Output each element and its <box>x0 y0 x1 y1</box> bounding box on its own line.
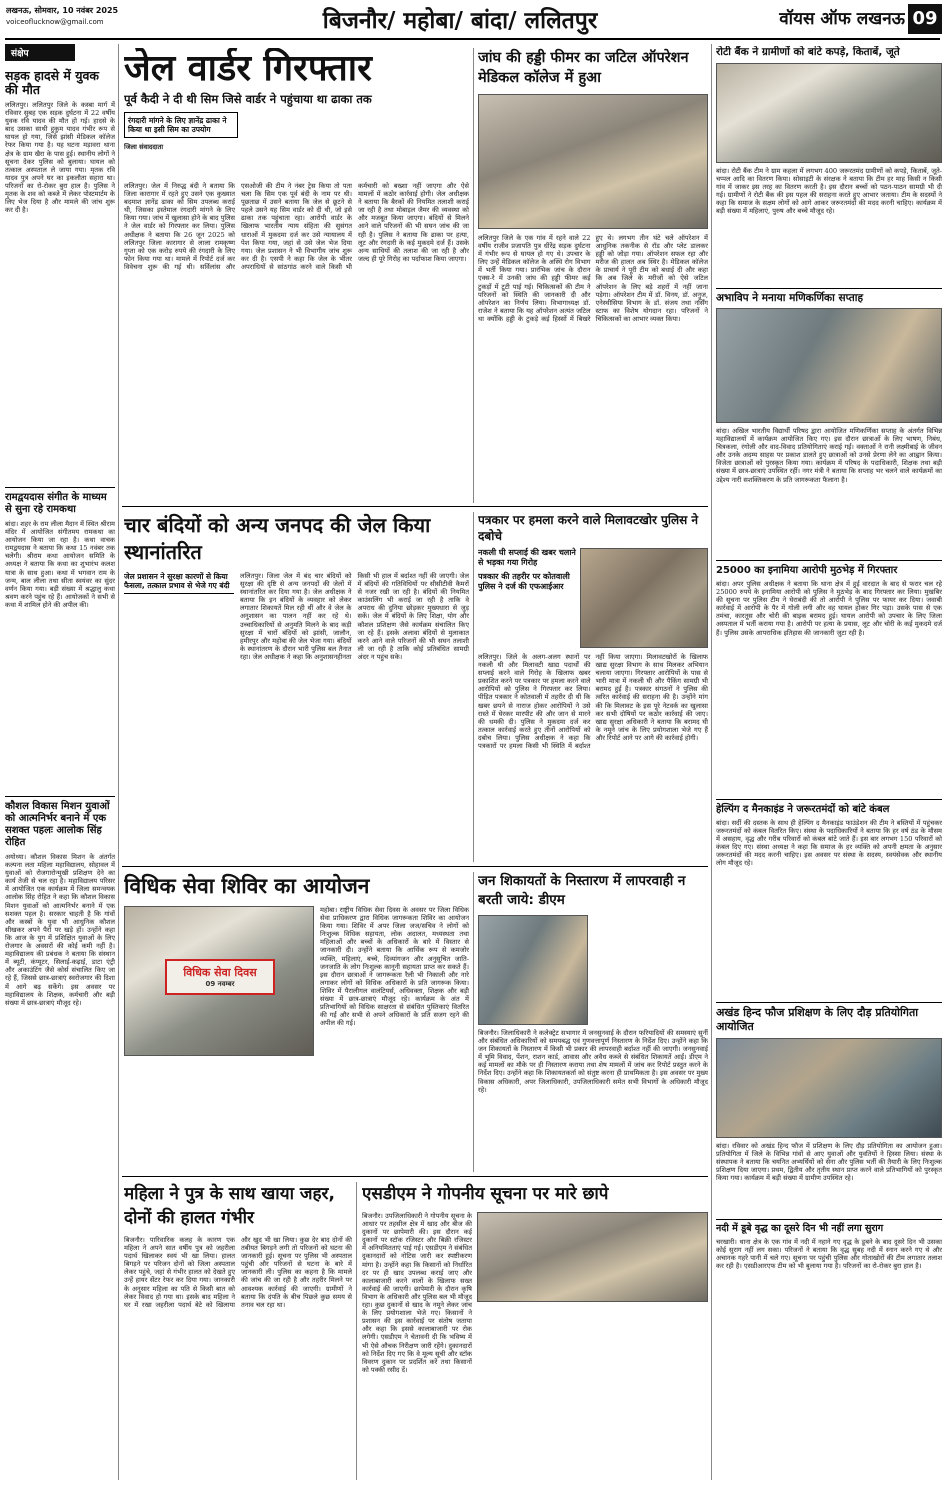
dm-headline: जन शिकायतों के निस्तारण में लापरवाही न बरती जाये: डीएम <box>478 873 686 908</box>
journalist-story <box>478 512 708 862</box>
sdm-headline: एसडीएम ने गोपनीय सूचना पर मारे छापे <box>362 1184 609 1204</box>
journalist-bullet-1: नकली घी सप्लाई की खबर चलाने से भड़का गया गिरोह <box>478 548 576 567</box>
dm-body: बिजनौर। जिलाधिकारी ने कलेक्ट्रेट सभागार में जनसुनवाई के दौरान फरियादियों की समस्याएं सुनीं और संबंधित अधिकारियों को समयबद्ध एवं गुणवत्तापूर्ण निस्तारण के निर्देश दिए। उन्होंने कहा कि जन शिकायतों के निस्तारण में किसी भी प्रकार की लापरवाही बर्दाश्त नहीं की जाएगी। जनसुनवाई में भूमि विवाद, पेंशन, राशन कार्ड, आवास और अवैध कब्जे से संबंधित शिकायतें आईं। डीएम ने कई मामलों का मौके पर ही निस्तारण कराया तथा शेष मामलों में जांच कर रिपोर्ट प्रस्तुत करने के निर्देश दिए। उन्होंने कहा कि शिकायतकर्ता को संतुष्ट करना ही प्राथमिकता है। इस अवसर पर मुख्य विकास अधिकारी, अपर जिलाधिकारी, उपजिलाधिकारी समेत सभी विभागों के अधिकारी मौजूद रहे। <box>478 1029 708 1094</box>
camp-photo <box>124 906 314 1056</box>
email: voiceoflucknow@gmail.com <box>6 18 104 26</box>
brief-body-1: ललितपुर। ललितपुर जिले के कस्बा मार्ग में रविवार सुबह एक सड़क दुर्घटना में 22 वर्षीय युवक रवि यादव की मौत हो गई। हादसे के बाद उसका साथी हुकुम यादव गंभीर रूप से घायल हो गया, जिसे झांसी मेडिकल कॉलेज रेफर किया गया है। यह घटना मड़ावरा थाना क्षेत्र के ग्राम खैरा के पास हुई। स्थानीय लोगों ने सूचना देकर पुलिस को बुलाया। घायल को तत्काल अस्पताल ले जाया गया। मृतक रवि यादव पुत्र अपने घर का इकलौता सहारा था। परिजनों का रो-रोकर बुरा हाल है। पुलिस ने मृतक के शव को कब्जे में लेकर पोस्टमार्टम के लिए भेज दिया है और मामले की जांच शुरू कर दी है। <box>5 101 115 215</box>
sdm-story <box>362 1182 708 1480</box>
bone-body: ललितपुर जिले के एक गांव में रहने वाले 22 वर्षीय राजीव प्रजापति पुत्र धीरेंद्र सड़क दुर्घटना में गंभीर रूप से घायल हो गए थे। उपचार के लिए उन्हें मेडिकल कॉलेज के अस्थि रोग विभाग में भर्ती किया गया। प्रारंभिक जांच के दौरान एक्स-रे में उनकी जांघ की हड्डी फीमर कई टुकड़ों में टूटी पाई गई। चिकित्सकों की टीम ने परिजनों को स्थिति की जानकारी दी और ऑपरेशन का निर्णय लिया। विभागाध्यक्ष डॉ. राजेश ने बताया कि यह ऑपरेशन अत्यंत जटिल था क्योंकि हड्डी के टुकड़े कई हिस्सों में बिखरे हुए थे। लगभग तीन घंटे चले ऑपरेशन में आधुनिक तकनीक से रॉड और प्लेट डालकर हड्डी को जोड़ा गया। ऑपरेशन सफल रहा और मरीज की हालत अब स्थिर है। मेडिकल कॉलेज के प्राचार्य ने पूरी टीम को बधाई दी और कहा कि अब जिले के मरीजों को ऐसे जटिल ऑपरेशन के लिए बड़े शहरों में नहीं जाना पड़ेगा। ऑपरेशन टीम में डॉ. विनय, डॉ. अनुज, एनेस्थीसिया विभाग के डॉ. संजय तथा नर्सिंग स्टाफ का विशेष योगदान रहा। परिजनों ने चिकित्सकों का आभार व्यक्त किया। <box>478 234 708 323</box>
section-title: बिजनौर/ महोबा/ बांदा/ ललितपुर <box>322 8 598 34</box>
sports-photo <box>716 1038 942 1138</box>
bank-body: बांदा। रोटी बैंक टीम ने ग्राम कहला में लगभग 400 जरूरतमंद ग्रामीणों को कपड़े, किताबें, जूते-चप्पल आदि का वितरण किया। सोसाइटी के संरक्षक ने बताया कि टीम हर माह किसी न किसी गांव में जाकर इस तरह का वितरण करती है। इस दौरान बच्चों को पठन-पाठन सामग्री भी दी गई। ग्रामीणों ने रोटी बैंक की इस पहल की सराहना करते हुए आभार जताया। टीम के सदस्यों ने कहा कि समाज के सक्षम लोगों को आगे आकर जरूरतमंदों की मदद करनी चाहिए। कार्यक्रम में बड़ी संख्या में महिलाएं, पुरुष और बच्चे मौजूद रहे। <box>716 167 942 216</box>
jail-byline: जिला संवाददाता <box>124 143 164 151</box>
abvp-headline: अभाविप ने मनाया मणिकर्णिका सप्ताह <box>716 292 864 304</box>
abvp-photo <box>716 308 942 423</box>
journalist-bullet-2: पत्रकार की तहरीर पर कोतवाली पुलिस ने दर्ज की एफआईआर <box>478 572 570 591</box>
col-divider-1 <box>473 48 474 503</box>
journalist-headline: पत्रकार पर हमला करने वाले मिलावटखोर पुलिस ने दबोचे <box>478 513 699 543</box>
date-line: लखनऊ, सोमवार, 10 नवंबर 2025 <box>6 6 119 15</box>
col-divider-2 <box>473 512 474 862</box>
camp-banner-title: विधिक सेवा दिवस <box>183 966 257 979</box>
jail-highlight: रंगदारी मांगने के लिए ज्ञानेंद्र ढाका ने किया था इसी सिम का उपयोग <box>124 112 238 138</box>
col-divider-4 <box>356 1182 357 1480</box>
jail-subheadline: पूर्व कैदी ने दी थी सिम जिसे वार्डर ने पहुंचाया था ढाका तक <box>124 92 372 106</box>
page-number: 09 <box>908 4 942 34</box>
dm-body-lead <box>593 915 708 1025</box>
mother-story <box>124 1182 352 1480</box>
sidebar-label: संक्षेप <box>5 44 75 61</box>
journalist-photo <box>580 548 708 648</box>
brief-title-2: रामद्वयदास संगीत के माध्यम से सुना रहे रामकथा <box>5 492 107 515</box>
brief-title-3: कौशल विकास मिशन युवाओं को आत्मनिर्भर बनाने में एक सशक्त पहलः आलोक सिंह रोहित <box>5 801 110 848</box>
camp-body: महोबा। राष्ट्रीय विधिक सेवा दिवस के अवसर पर जिला विधिक सेवा प्राधिकरण द्वारा विधिक जागरूकता शिविर का आयोजन किया गया। शिविर में अपर जिला जज/सचिव ने लोगों को निःशुल्क विधिक सहायता, लोक अदालत, मध्यस्थता तथा महिलाओं और बच्चों के अधिकारों के बारे में विस्तार से जानकारी दी। उन्होंने बताया कि आर्थिक रूप से कमजोर व्यक्ति, महिलाएं, बच्चे, दिव्यांगजन और अनुसूचित जाति-जनजाति के लोग निःशुल्क कानूनी सहायता प्राप्त कर सकते हैं। इस दौरान छात्राओं ने जागरूकता रैली भी निकाली और नारे लगाकर लोगों को विधिक अधिकारों के प्रति जागरूक किया। शिविर में पैरालीगल वालंटियर्स, अधिवक्ता, शिक्षक और बड़ी संख्या में छात्र-छात्राएं मौजूद रहे। कार्यक्रम के अंत में प्रतिभागियों को विधिक साक्षरता से संबंधित पुस्तिकाएं वितरित की गईं और सभी से अपने अधिकारों के प्रति सजग रहने की अपील की गई। <box>320 906 469 1028</box>
helping-headline: हेल्पिंग द मैनकाइंड ने जरूरतमंदों को बांटे कंबल <box>716 804 890 815</box>
journalist-body: ललितपुर। जिले के अलग-अलग स्थानों पर नकली घी और मिलावटी खाद्य पदार्थों की सप्लाई करने वाले गिरोह के खिलाफ खबर प्रकाशित करने पर पत्रकार पर हमला करने वाले आरोपियों को पुलिस ने गिरफ्तार कर लिया। पीड़ित पत्रकार ने कोतवाली में तहरीर दी थी कि खबर छपने से नाराज होकर आरोपियों ने उसे रास्ते में घेरकर मारपीट की और जान से मारने की धमकी दी। पुलिस ने मुकदमा दर्ज कर तत्काल कार्रवाई करते हुए तीनों आरोपियों को दबोच लिया। पुलिस अधीक्षक ने कहा कि पत्रकारों पर हमला किसी भी स्थिति में बर्दाश्त नहीं किया जाएगा। मिलावटखोरों के खिलाफ खाद्य सुरक्षा विभाग के साथ मिलकर अभियान चलाया जाएगा। गिरफ्तार आरोपियों के पास से भारी मात्रा में नकली घी और पैकिंग सामग्री भी बरामद हुई है। पत्रकार संगठनों ने पुलिस की त्वरित कार्रवाई की सराहना की है। उन्होंने मांग की कि मिलावट के इस पूरे नेटवर्क का खुलासा कर सभी दोषियों पर कठोर कार्रवाई की जाए। खाद्य सुरक्षा अधिकारी ने बताया कि बरामद घी के नमूने जांच के लिए प्रयोगशाला भेजे गए हैं और रिपोर्ट आने पर आगे की कार्रवाई होगी। <box>478 653 708 751</box>
abvp-body: बांदा। अखिल भारतीय विद्यार्थी परिषद द्वारा आयोजित मणिकर्णिका सप्ताह के अंतर्गत विभिन्न महाविद्यालयों में कार्यक्रम आयोजित किए गए। इस दौरान छात्राओं के लिए भाषण, निबंध, चित्रकला, रंगोली और वाद-विवाद प्रतियोगिताएं कराई गईं। वक्ताओं ने रानी लक्ष्मीबाई के जीवन और उनके अदम्य साहस पर प्रकाश डालते हुए छात्राओं को उनसे प्रेरणा लेने का आह्वान किया। विजेता छात्राओं को पुरस्कृत किया गया। कार्यक्रम में परिषद के पदाधिकारी, शिक्षक तथा बड़ी संख्या में छात्र-छात्राएं उपस्थित रहीं। नगर मंत्री ने बताया कि सप्ताह भर चलने वाले कार्यक्रमों का उद्देश्य नारी सशक्तिकरण के प्रति जागरूकता फैलाना है। <box>716 427 942 484</box>
sdm-body: बिजनौर। उपजिलाधिकारी ने गोपनीय सूचना के आधार पर तहसील क्षेत्र में खाद और बीज की दुकानों पर छापेमारी की। इस दौरान कई दुकानों पर स्टॉक रजिस्टर और बिक्री रजिस्टर में अनियमितताएं पाई गईं। एसडीएम ने संबंधित दुकानदारों को नोटिस जारी कर स्पष्टीकरण मांगा है। उन्होंने कहा कि किसानों को निर्धारित दर पर ही खाद उपलब्ध कराई जाए और कालाबाजारी करने वालों के खिलाफ सख्त कार्रवाई की जाएगी। छापेमारी के दौरान कृषि विभाग के अधिकारी और पुलिस बल भी मौजूद रहा। कुछ दुकानों से खाद के नमूने लेकर जांच के लिए प्रयोगशाला भेजे गए। किसानों ने प्रशासन की इस कार्रवाई पर संतोष जताया और कहा कि इससे कालाबाजारी पर रोक लगेगी। एसडीएम ने चेतावनी दी कि भविष्य में भी ऐसे औचक निरीक्षण जारी रहेंगे। दुकानदारों को निर्देश दिए गए कि वे मूल्य सूची और स्टॉक विवरण दुकान पर प्रदर्शित करें तथा किसानों को पक्की रसीद दें। <box>362 1212 472 1374</box>
camp-headline: विधिक सेवा शिविर का आयोजन <box>124 874 370 898</box>
mother-body: बिजनौर। पारिवारिक कलह के कारण एक महिला ने अपने सात वर्षीय पुत्र को जहरीला पदार्थ खिलाकर स्वयं भी खा लिया। हालत बिगड़ने पर परिजन दोनों को जिला अस्पताल लेकर पहुंचे, जहां से गंभीर हालत को देखते हुए उन्हें हायर सेंटर रेफर कर दिया गया। जानकारी के अनुसार महिला का पति से किसी बात को लेकर विवाद हो गया था। इसके बाद महिला ने घर में रखा जहरीला पदार्थ बेटे को खिलाया और खुद भी खा लिया। कुछ देर बाद दोनों की तबीयत बिगड़ने लगी तो परिजनों को घटना की जानकारी हुई। सूचना पर पुलिस भी अस्पताल पहुंची और परिजनों से घटना के बारे में जानकारी ली। पुलिस का कहना है कि मामले की जांच की जा रही है और तहरीर मिलने पर आवश्यक कार्रवाई की जाएगी। ग्रामीणों ने बताया कि दंपति के बीच पिछले कुछ समय से तनाव चल रहा था। <box>124 1236 352 1309</box>
brief-body-2: बांदा। शहर के राम लीला मैदान में स्थित श्रीराम मंदिर में आयोजित संगीतमय रामकथा का आयोजन किया जा रहा है। कथा वाचक रामद्वयदास ने बताया कि कथा 15 नवंबर तक चलेगी। श्रीराम कथा आयोजन समिति के अध्यक्ष ने बताया कि कथा का शुभारंभ कलश यात्रा के साथ हुआ। कथा में भगवान राम के जन्म, बाल लीला तथा सीता स्वयंवर का सुंदर वर्णन किया गया। बड़ी संख्या में श्रद्धालु कथा श्रवण करने पहुंच रहे हैं। आयोजकों ने सभी से कथा में शामिल होने की अपील की। <box>5 520 115 609</box>
sidebar-divider <box>118 44 119 1480</box>
bone-headline: जांघ की हड्डी फीमर का जटिल ऑपरेशन मेडिकल कॉलेज में हुआ <box>478 50 689 86</box>
reward-headline: 25000 का इनामिया आरोपी मुठभेड़ में गिरफ्तार <box>716 565 898 576</box>
jail-story <box>124 48 469 503</box>
jail-body: ललितपुर। जेल में निरुद्ध बंदी ने बताया कि जिला कारागार में रहते हुए उसने एक कुख्यात बदमाश ज्ञानेंद्र ढाका को सिम उपलब्ध कराई थी, जिसका इस्तेमाल रंगदारी मांगने के लिए किया गया। जांच में खुलासा होने के बाद पुलिस ने जेल वार्डर को गिरफ्तार कर लिया। पुलिस अधीक्षक ने बताया कि 26 जून 2025 को ललितपुर जिला कारागार से लाला रामकृष्ण गुप्ता को एक करोड़ रुपये की रंगदारी के लिए फोन किया गया था। मामले में रिपोर्ट दर्ज कर विवेचना शुरू की गई थी। सर्विलांस और एसओजी की टीम ने नंबर ट्रेस किया तो पता चला कि सिम एक पूर्व बंदी के नाम पर थी। पूछताछ में उसने बताया कि जेल से छूटने से पहले उसने यह सिम वार्डर को दी थी, जो इसे ढाका तक पहुंचाता रहा। आरोपी वार्डर के खिलाफ भारतीय न्याय संहिता की सुसंगत धाराओं में मुकदमा दर्ज कर उसे न्यायालय में पेश किया गया, जहां से उसे जेल भेज दिया गया। जेल प्रशासन ने भी विभागीय जांच शुरू कर दी है। एसपी ने कहा कि जेल के भीतर अपराधियों से सांठगांठ करने वाले किसी भी कर्मचारी को बख्शा नहीं जाएगा और ऐसे मामलों में कठोर कार्रवाई होगी। जेल अधीक्षक ने बताया कि बैरकों की नियमित तलाशी कराई जा रही है तथा मोबाइल जैमर की व्यवस्था को और मजबूत किया जाएगा। बंदियों से मिलने आने वाले परिजनों की भी सघन जांच की जा रही है। पुलिस ने बताया कि ढाका पर हत्या, लूट और रंगदारी के कई मुकदमे दर्ज हैं। उसके अन्य साथियों की तलाश की जा रही है और जल्द ही पूरे गिरोह का पर्दाफाश किया जाएगा। <box>124 182 469 271</box>
dm-photo <box>478 915 588 1025</box>
drown-headline: नदी में डूबे वृद्ध का दूसरे दिन भी नहीं लगा सुराग <box>716 1223 884 1234</box>
brief-title-1: सड़क हादसे में युवक की मौत <box>5 68 100 97</box>
sidebar <box>5 44 115 1480</box>
transfer-highlight: जेल प्रशासन ने सुरक्षा कारणों से किया फैसला, तत्काल प्रभाव से भेजे गए बंदी <box>124 572 234 594</box>
dm-story <box>478 872 708 1172</box>
jail-headline: जेल वार्डर गिरफ्तार <box>124 48 372 89</box>
sdm-photo <box>477 1212 708 1302</box>
transfer-body: ललितपुर। जिला जेल में बंद चार बंदियों को सुरक्षा की दृष्टि से अन्य जनपदों की जेलों में स्थानांतरित कर दिया गया है। जेल अधीक्षक ने बताया कि इन बंदियों के व्यवहार को लेकर लगातार शिकायतें मिल रही थीं और वे जेल के अनुशासन का पालन नहीं कर रहे थे। उच्चाधिकारियों से अनुमति मिलने के बाद कड़ी सुरक्षा में चारों बंदियों को झांसी, जालौन, हमीरपुर और महोबा की जेल भेजा गया। बंदियों के स्थानांतरण के दौरान भारी पुलिस बल तैनात रहा। जेल अधीक्षक ने कहा कि अनुशासनहीनता किसी भी हाल में बर्दाश्त नहीं की जाएगी। जेल में बंदियों की गतिविधियों पर सीसीटीवी कैमरों से नजर रखी जा रही है। बंदियों की नियमित काउंसलिंग भी कराई जा रही है ताकि वे अपराध की दुनिया छोड़कर मुख्यधारा से जुड़ सकें। जेल में बंदियों के लिए शिक्षा, योग और कौशल प्रशिक्षण जैसे कार्यक्रम संचालित किए जा रहे हैं। इसके अलावा बंदियों से मुलाकात करने आने वाले परिजनों की भी सघन तलाशी ली जा रही है ताकि कोई प्रतिबंधित सामग्री अंदर न पहुंच सके। <box>240 572 469 661</box>
sports-body: बांदा। रविवार को अखंड हिन्द फौज में प्रशिक्षण के लिए दौड़ प्रतियोगिता का आयोजन हुआ। प्रतियोगिता में जिले के विभिन्न गांवों से आए युवाओं और युवतियों ने हिस्सा लिया। संस्था के संस्थापक ने बताया कि चयनित अभ्यर्थियों को सेना और पुलिस भर्ती की तैयारी के लिए निःशुल्क प्रशिक्षण दिया जाएगा। प्रथम, द्वितीय और तृतीय स्थान प्राप्त करने वाले प्रतिभागियों को पुरस्कृत किया गया। कार्यक्रम में बड़ी संख्या में ग्रामीण उपस्थित रहे। <box>716 1142 942 1183</box>
sports-headline: अखंड हिन्द फौज प्रशिक्षण के लिए दौड़ प्रतियोगिता आयोजित <box>716 1006 919 1033</box>
camp-story <box>124 872 469 1172</box>
col-divider-right <box>711 44 712 1480</box>
right-column <box>716 46 942 1482</box>
bone-photo <box>478 94 708 229</box>
transfer-headline: चार बंदियों को अन्य जनपद की जेल किया स्थानांतरित <box>124 513 431 564</box>
mid-rule-1 <box>122 506 708 507</box>
sdm-body-continued <box>477 1306 708 1466</box>
masthead: वॉयस ऑफ लखनऊ <box>779 9 905 29</box>
mother-headline: महिला ने पुत्र के साथ खाया जहर, दोनों की हालत गंभीर <box>124 1184 335 1228</box>
helping-body: बांदा। सर्दी की दस्तक के साथ ही हेल्पिंग द मैनकाइंड फाउंडेशन की टीम ने बस्तियों में पहुंचकर जरूरतमंदों को कंबल वितरित किए। संस्था के पदाधिकारियों ने बताया कि हर वर्ष ठंड के मौसम में असहाय, वृद्ध और गरीब परिवारों को कंबल बांटे जाते हैं। इस बार लगभग 150 परिवारों को कंबल दिए गए। संस्था अध्यक्ष ने कहा कि समाज के हर व्यक्ति को अपनी क्षमता के अनुसार जरूरतमंदों की मदद करनी चाहिए। इस अवसर पर संस्था के सदस्य, स्वयंसेवक और स्थानीय लोग मौजूद रहे। <box>716 819 942 868</box>
drown-body: चरखारी। थाना क्षेत्र के एक गांव में नदी में नहाने गए वृद्ध के डूबने के बाद दूसरे दिन भी उसका कोई सुराग नहीं लग सका। परिजनों ने बताया कि वृद्ध सुबह नदी में स्नान करने गए थे और अचानक गहरे पानी में चले गए। सूचना पर पहुंची पुलिस और गोताखोरों की टीम लगातार तलाश कर रही है। एसडीआरएफ टीम को भी बुलाया गया है। परिजनों का रो-रोकर बुरा हाल है। <box>716 1238 942 1271</box>
reward-body: बांदा। अपर पुलिस अधीक्षक ने बताया कि थाना क्षेत्र में हुई वारदात के बाद से फरार चल रहे 25000 रुपये के इनामिया आरोपी को पुलिस ने मुठभेड़ के बाद गिरफ्तार कर लिया। मुखबिर की सूचना पर पुलिस टीम ने घेराबंदी की तो आरोपी ने पुलिस पर फायर कर दिया। जवाबी कार्रवाई में आरोपी के पैर में गोली लगी और वह घायल होकर गिर पड़ा। उसके पास से एक तमंचा, कारतूस और चोरी की बाइक बरामद हुई। घायल आरोपी को उपचार के लिए जिला अस्पताल में भर्ती कराया गया है। आरोपी पर हत्या के प्रयास, लूट और चोरी के कई मुकदमे दर्ज हैं। पुलिस उसके आपराधिक इतिहास की जानकारी जुटा रही है। <box>716 580 942 637</box>
col-divider-3 <box>473 872 474 1172</box>
mid-rule-3 <box>122 1176 708 1177</box>
bone-story <box>478 48 708 503</box>
bank-photo <box>716 63 942 163</box>
bank-headline: रोटी बैंक ने ग्रामीणों को बांटे कपड़े, किताबें, जूते <box>716 46 900 58</box>
brief-body-3: अयोध्या। कौशल विकास मिशन के अंतर्गत कल्पना लता महिला महाविद्यालय, सोहावल में युवाओं को रोजगारोन्मुखी प्रशिक्षण देने का कार्य तेजी से चल रहा है। महाविद्यालय परिसर में आयोजित एक कार्यक्रम में जिला समन्वयक आलोक सिंह रोहित ने कहा कि कौशल विकास मिशन युवाओं को आत्मनिर्भर बनाने में एक सशक्त पहल है। सरकार चाहती है कि गांवों और कस्बों के युवा भी आधुनिक कौशल सीखकर अपने पैरों पर खड़े हों। उन्होंने कहा कि आज के युग में प्रशिक्षित युवाओं के लिए रोजगार के अवसरों की कोई कमी नहीं है। महाविद्यालय की प्रबंधक ने बताया कि संस्थान में ब्यूटी, कंप्यूटर, सिलाई-कढ़ाई, डाटा एंट्री और अकाउंटिंग जैसे कोर्स संचालित किए जा रहे हैं, जिससे छात्र-छात्राएं स्वरोजगार की दिशा में आगे बढ़ सकेंगे। इस अवसर पर महाविद्यालय के शिक्षक, कर्मचारी और बड़ी संख्या में छात्र-छात्राएं मौजूद रहे। <box>5 853 115 1007</box>
transfer-story <box>124 512 469 862</box>
mid-rule-2 <box>122 866 708 867</box>
camp-banner-date: 09 नवम्बर <box>205 980 235 988</box>
header-rule <box>5 38 940 40</box>
header-date-block <box>6 5 206 33</box>
camp-banner <box>165 959 275 995</box>
